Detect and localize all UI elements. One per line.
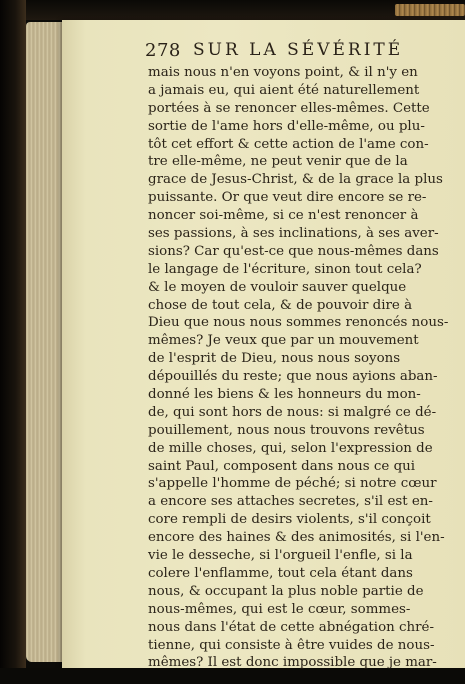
text-line: a encore ses attaches secretes, s'il est en-	[148, 494, 433, 510]
text-line: sions? Car qu'est-ce que nous-mêmes dans	[148, 243, 439, 259]
text-line: chose de tout cela, & de pouvoir dire à	[148, 297, 413, 313]
text-line: mais nous n'en voyons point, & il n'y en	[148, 65, 418, 80]
text-line: dépouillés du reste; que nous ayions aban-	[148, 369, 438, 385]
text-line: noncer soi-même, si ce n'est renoncer à	[148, 208, 419, 224]
text-line: de, qui sont hors de nous: si malgré ce dé-	[148, 404, 437, 420]
text-line: a jamais eu, qui aient été naturellement	[148, 82, 420, 98]
spine-decoration	[395, 4, 465, 16]
text-line: mêmes? Il est donc impossible que je mar-	[148, 655, 437, 671]
text-line: encore des haines & des animosités, si l'en-	[148, 530, 445, 546]
text-line: pouillement, nous nous trouvons revêtus	[148, 422, 425, 438]
text-line: puissante. Or que veut dire encore se re-	[148, 190, 427, 206]
text-line: & le moyen de vouloir sauver quelque	[148, 279, 407, 295]
page-number: 278	[145, 40, 181, 61]
text-line: tôt cet effort & cette action de l'ame con-	[148, 136, 429, 152]
page-header	[145, 40, 465, 66]
text-line: nous, & occupant la plus noble partie de	[148, 583, 424, 599]
page-edges	[26, 22, 66, 662]
text-line: de l'esprit de Dieu, nous nous soyons	[148, 351, 401, 367]
text-line: s'appelle l'homme de péché; si notre cœur	[148, 476, 437, 492]
text-line: sortie de l'ame hors d'elle-même, ou plu-	[148, 118, 425, 134]
top-dark-strip	[0, 0, 465, 20]
text-line: colere l'enflamme, tout cela étant dans	[148, 565, 413, 581]
text-line: grace de Jesus-Christ, & de la grace la plus	[148, 172, 443, 188]
text-line: core rempli de desirs violents, s'il conçoit	[148, 512, 431, 528]
text-line: ses passions, à ses inclinations, à ses aver-	[148, 226, 439, 242]
text-line: de mille choses, qui, selon l'expression de	[148, 440, 433, 456]
text-line: le langage de l'écriture, sinon tout cela?	[148, 261, 422, 277]
text-line: tienne, qui consiste à être vuides de nous-	[148, 637, 435, 653]
text-line: vie le desseche, si l'orgueil l'enfle, si la	[148, 548, 413, 564]
text-line: donné les biens & les honneurs du mon-	[148, 387, 421, 403]
text-line: nous-mêmes, qui est le cœur, sommes-	[148, 601, 411, 617]
binding-shadow	[0, 0, 26, 684]
text-line: saint Paul, composent dans nous ce qui	[148, 458, 416, 474]
text-line: Dieu que nous nous sommes renoncés nous-	[148, 315, 449, 331]
running-title: SUR LA SÉVÉRITÉ	[193, 40, 404, 60]
text-line: nous dans l'état de cette abnégation chré-	[148, 619, 434, 635]
text-line: mêmes? Je veux que par un mouvement	[148, 333, 419, 349]
body-text	[148, 64, 449, 672]
text-line: tre elle-même, ne peut venir que de la	[148, 154, 408, 170]
text-line: portées à se renoncer elles-mêmes. Cette	[148, 100, 430, 116]
